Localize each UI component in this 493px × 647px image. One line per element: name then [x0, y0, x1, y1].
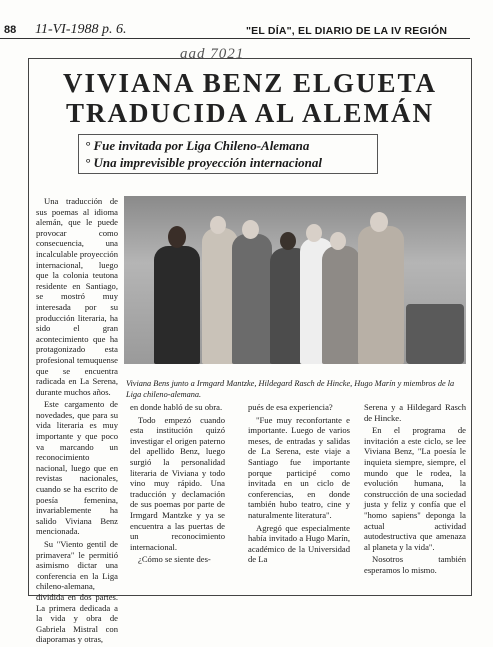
paragraph: Agregó que especialmente había invitado a Hugo Marín, académico de la Universidad de La [248, 522, 350, 565]
subheadline-box [78, 134, 378, 174]
photo-figure-head [280, 232, 296, 250]
photo-figure [232, 234, 272, 364]
paragraph: En el programa de invitación a este ciclo, se lee Viviana Benz, "La poesía le inquieta siempre, siempre, el mundo que le rodea, la evolución humana, la construcción de una sociedad justa y feliz y confía que el "homo sapiens" deponga la actual actividad autodestructiva que amenaza al planeta y la vida". [364, 425, 466, 552]
photo-figure-head [210, 216, 226, 234]
photo-figure-head [242, 220, 259, 239]
paragraph: en donde habló de su obra. [130, 402, 223, 412]
photo-figure-head [370, 212, 388, 232]
subheadline-2: ° Una imprevisible proyección internacional [85, 155, 323, 170]
page-number: 88 [4, 24, 17, 36]
photo-figure [358, 226, 404, 364]
paragraph: Una traducción de sus poemas al idioma alemán, que le puede provocar como consecuencia, una incalculable proyección internacional, luego que la colonia teutona residente en Santiago, se mostró muy interesada por su producción literaria, ha sido el gran acontecimiento que ha protagonizado esta profesional temuquense que se encuentra radicada en La Serena, durante muchos años. [36, 196, 118, 397]
handwritten-date: 11-VI-1988 p. 6. [35, 22, 127, 37]
newspaper-name: "EL DÍA", EL DIARIO DE LA IV REGIÓN [246, 25, 448, 37]
subheadline-1: ° Fue invitada por Liga Chileno-Alemana [85, 138, 310, 153]
paragraph: Este cargamento de novedades, que para su vida literaria es muy importante y que poco va marcando un reconocimiento nacional, luego que en revistas nacionales, cuando se ha escrito de poesía femenina, invariablemente ha salido Viviana Benz mencionada. [36, 399, 118, 537]
headline-line-2: TRADUCIDA AL ALEMÁN [65, 98, 435, 128]
photo-figure-head [306, 224, 322, 242]
paragraph: Nosotros también esperamos lo mismo. [364, 554, 466, 575]
article-column-4 [364, 402, 466, 578]
article-column-2 [130, 402, 225, 567]
paragraph: Serena y a Hildegard Rasch de Hincke. [364, 402, 466, 423]
headline-line-1: VIVIANA BENZ ELGUETA [62, 68, 438, 98]
article-photo [124, 196, 466, 364]
paragraph: Su "Viento gentil de primavera" le permitió asimismo dictar una conferencia en la Liga chileno-alemana, dividida en dos partes. La primera dedicada a la vida y obra de Gabriela Mistral con diaporamas y otras, [36, 539, 118, 645]
article-column-3 [248, 402, 350, 567]
header-rule [0, 38, 470, 39]
handwritten-archive-code: aad 7021 [180, 46, 245, 62]
photo-figure-head [168, 226, 186, 248]
headline [40, 68, 460, 128]
paragraph: "Fue muy reconfortante e importante. Luego de varios meses, de entradas y salidas de La Serena, este viaje a Santiago fue importante porque participé como invitada en un ciclo de conferencias, en donde también hubo teatro, cine y naturalmente literatura". [248, 414, 350, 520]
photo-figure [154, 246, 200, 364]
photo-figure-head [330, 232, 346, 250]
photo-caption: Viviana Bens junto a Irmgard Mantzke, Hildegard Rasch de Hincke, Hugo Marín y miembros de la Liga chileno-alemana. [126, 379, 455, 399]
paragraph: pués de esa experiencia? [248, 402, 333, 412]
photo-figure [406, 304, 464, 364]
paragraph: Todo empezó cuando esta institución quizó investigar el origen paterno del apellido Benz, luego surgió la personalidad literaria de Viviana y todo vino muy rápido. Una traducción y declamación de sus poemas por parte de Irmgard Mantzke y ya se encuentra a las puertas de un reconocimiento internacional. [130, 414, 225, 552]
paragraph: ¿Cómo se siente des- [138, 554, 211, 565]
article-column-1 [36, 196, 118, 647]
photo-figure [322, 246, 360, 364]
